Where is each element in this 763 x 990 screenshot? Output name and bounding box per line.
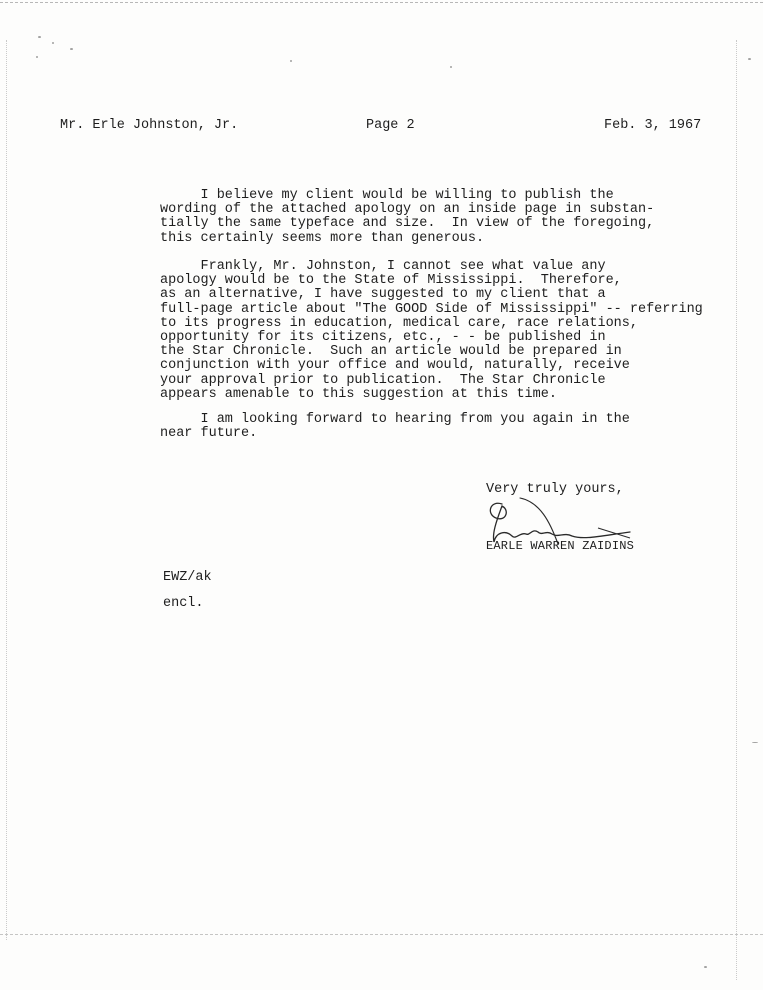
scan-speck — [704, 966, 707, 968]
paragraph-closing-remark: I am looking forward to hearing from you again in the near future. — [160, 412, 630, 442]
scan-speck — [748, 58, 751, 60]
letter-date: Feb. 3, 1967 — [604, 118, 702, 133]
typist-initials: EWZ/ak — [163, 570, 212, 585]
scan-speck — [450, 66, 452, 68]
scan-edge-right — [736, 40, 738, 980]
scan-speck — [70, 48, 73, 50]
scan-edge-bottom — [0, 934, 763, 937]
signer-name: EARLE WARREN ZAIDINS — [486, 539, 635, 553]
scan-speck — [290, 60, 292, 62]
scan-speck — [36, 56, 38, 58]
paragraph-alternative-article: Frankly, Mr. Johnston, I cannot see what value any apology would be to the State of Mississippi. Therefore, as an alternative, I have suggested to my client that a full-page article about "The GOOD Side of Mississippi" -- referring to its progress in education, medical care, race relations, opportunity for its citizens, etc., - - be published in the Star Chronicle. Such an article would be prepared in conjunction with your office and would, naturally, receive your approval prior to publication. The Star Chronicle appears amenable to this suggestion at this time. — [160, 259, 703, 402]
scan-speck — [752, 742, 758, 743]
scan-speck — [38, 36, 41, 38]
page-number: Page 2 — [366, 118, 415, 133]
paragraph-publish-apology: I believe my client would be willing to publish the wording of the attached apology on an inside page in substan- tially the same typeface and size. In view of the foregoing, this certainly seems more than generous. — [160, 188, 655, 246]
recipient-name: Mr. Erle Johnston, Jr. — [60, 118, 239, 133]
enclosure-note: encl. — [163, 596, 204, 611]
scan-edge-top — [0, 2, 763, 6]
scan-speck — [52, 42, 54, 44]
complimentary-close: Very truly yours, — [486, 482, 624, 497]
scan-edge-left — [6, 40, 8, 940]
